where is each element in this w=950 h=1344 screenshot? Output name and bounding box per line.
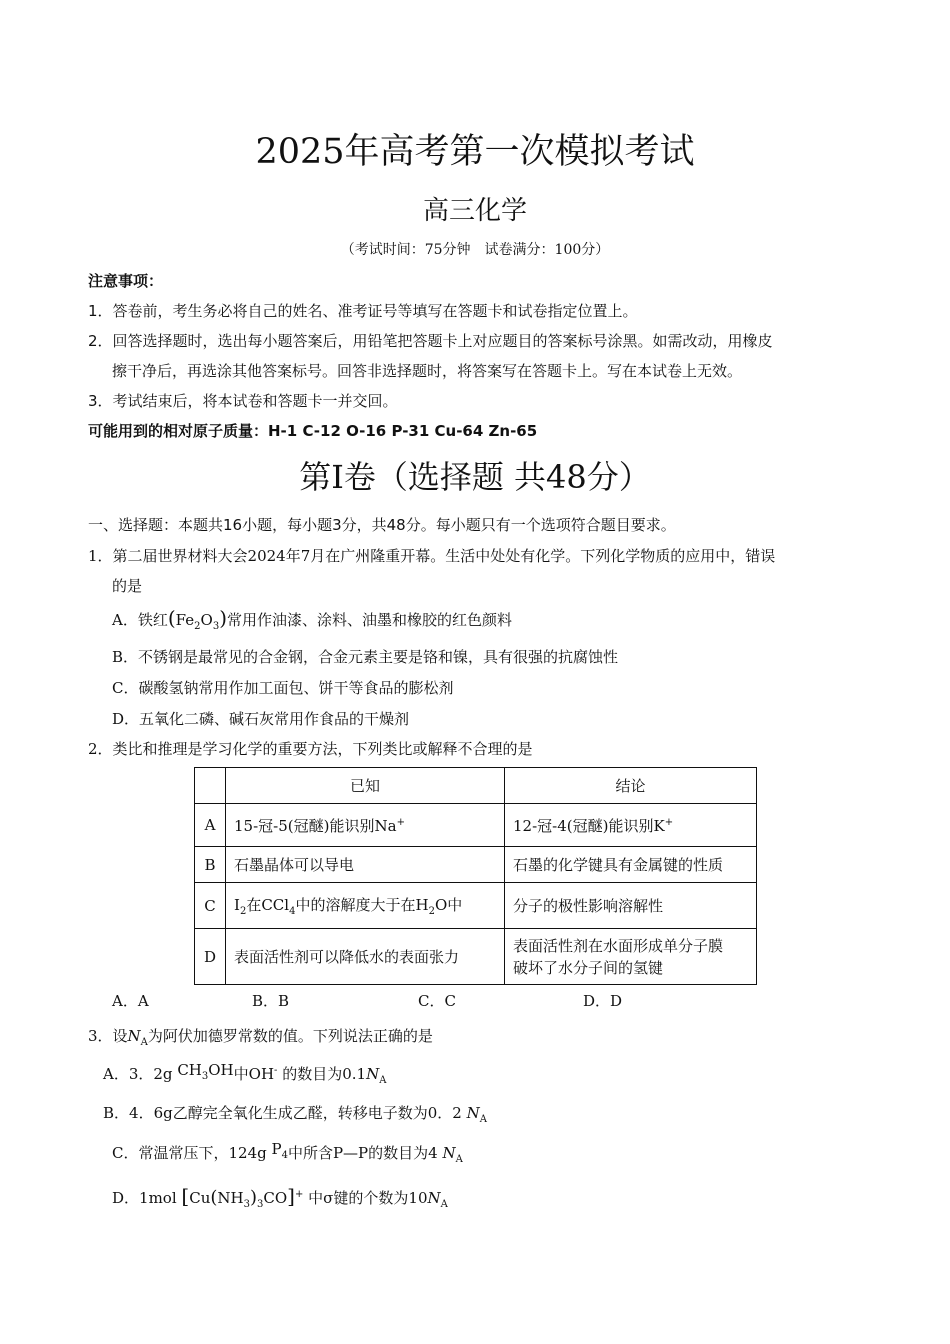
q3-option-b <box>103 1102 487 1125</box>
formula-ccl-sub: 4 <box>289 906 296 917</box>
q1-a-o: O <box>200 611 213 629</box>
formula-ccl: CCl <box>261 896 290 914</box>
avogadro-sub: A <box>455 1154 463 1165</box>
avogadro-sub: A <box>479 1114 487 1125</box>
formula-i-sub: 2 <box>239 906 247 917</box>
q1-a-fe-sub: 2 <box>194 621 201 632</box>
q2-option-a: A．A <box>112 992 149 1010</box>
table-row <box>195 929 757 985</box>
row-known: 石墨晶体可以导电 <box>226 847 505 883</box>
q1-stem-line2: 的是 <box>112 577 143 595</box>
text-mid2: 中的溶解度大于在 <box>295 896 416 914</box>
q3-stem-prefix: 3．设 <box>88 1027 128 1045</box>
q3-d-bracket-open: [ <box>181 1184 190 1208</box>
q2-table <box>194 767 757 985</box>
section-instruction: 一、选择题：本题共16小题，每小题3分，共48分。每小题只有一个选项符合题目要求。 <box>88 516 676 534</box>
formula-o: O <box>434 896 448 914</box>
row-conclusion-text: 12-冠-4(冠醚)能识别 <box>513 816 654 835</box>
q1-a-paren-open: ( <box>167 606 176 630</box>
q1-a-suffix: 常用作油漆、涂料、油墨和橡胶的红色颜料 <box>227 611 513 629</box>
row-known-ion-charge: + <box>396 816 405 828</box>
row-conclusion <box>505 929 757 985</box>
row-key: A <box>195 804 226 847</box>
q3-option-d <box>112 1184 448 1210</box>
table-header-key <box>195 768 226 804</box>
row-conclusion <box>505 804 757 847</box>
row-key: B <box>195 847 226 883</box>
q3-d-cu: Cu <box>189 1189 211 1207</box>
row-conclusion-ion-charge: + <box>664 816 674 828</box>
q3-d-prefix: D．1mol <box>112 1189 177 1207</box>
q3-c-prefix: C．常温常压下，124g <box>112 1144 267 1162</box>
q3-c-suffix: 中所含P—P的数目为4 <box>287 1144 438 1162</box>
note-item-2-cont: 擦干净后，再选涂其他答案标号。回答非选择题时，将答案写在答题卡上。写在本试卷上无效。 <box>112 362 743 380</box>
q3-d-nh: NH <box>217 1189 244 1207</box>
table-header-conclusion: 结论 <box>505 768 757 804</box>
q2-option-d: D．D <box>583 992 623 1010</box>
table-row <box>195 847 757 883</box>
q3-a-suffix: 的数目为0.1 <box>282 1065 367 1083</box>
exam-info: （考试时间：75分钟 试卷满分：100分） <box>340 242 610 258</box>
q3-stem <box>88 1025 433 1048</box>
q1-a-fe: Fe <box>175 611 195 629</box>
q3-option-a <box>103 1063 386 1086</box>
avogadro-symbol: N <box>127 1027 141 1045</box>
q1-option-c: C．碳酸氢钠常用作加工面包、饼干等食品的膨松剂 <box>112 679 454 697</box>
q3-a-ch-sub: 3 <box>201 1071 209 1082</box>
conclusion-line2: 破坏了水分子间的氢键 <box>513 958 664 977</box>
q1-a-o-sub: 3 <box>212 621 220 632</box>
atomic-masses: 可能用到的相对原子质量：H-1 C-12 O-16 P-31 Cu-64 Zn-65 <box>88 422 538 440</box>
q3-stem-suffix: 为阿伏加德罗常数的值。下列说法正确的是 <box>147 1027 433 1045</box>
formula-i: I <box>234 896 240 914</box>
q1-a-paren-close: ) <box>219 606 227 630</box>
avogadro-symbol: N <box>466 1104 480 1122</box>
q3-d-paren-sub: 3 <box>257 1199 264 1210</box>
q3-d-bracket-close: ] <box>287 1184 295 1208</box>
row-known-ion: Na <box>374 816 397 835</box>
avogadro-symbol: N <box>366 1065 380 1083</box>
formula-h-sub: 2 <box>428 906 435 917</box>
row-known-text: 15-冠-5(冠醚)能识别 <box>234 816 375 835</box>
note-item-1: 1．答卷前，考生务必将自己的姓名、准考证号等填写在答题卡和试卷指定位置上。 <box>88 302 638 320</box>
q3-d-co: CO <box>263 1189 288 1207</box>
q3-d-suffix: 中σ键的个数为10 <box>308 1189 428 1207</box>
q1-option-d: D．五氧化二磷、碱石灰常用作食品的干燥剂 <box>112 710 410 728</box>
text-end: 中 <box>447 896 463 914</box>
q3-option-c <box>112 1142 463 1165</box>
table-header-row <box>195 768 757 804</box>
q3-b-text: B．4．6g乙醇完全氧化生成乙醛，转移电子数为0．2 <box>103 1104 462 1122</box>
text-mid1: 在 <box>246 896 262 914</box>
table-row <box>195 883 757 929</box>
q2-option-c: C．C <box>418 992 456 1010</box>
q3-a-mid: 中OH <box>233 1065 275 1083</box>
q3-a-ch: CH <box>177 1061 202 1079</box>
avogadro-sub: A <box>379 1075 387 1086</box>
q3-a-mid-charge: - <box>274 1065 278 1076</box>
q1-option-a <box>112 606 512 632</box>
q2-option-b: B．B <box>252 992 290 1010</box>
notes-heading: 注意事项： <box>88 272 164 290</box>
conclusion-line1: 表面活性剂在水面形成单分子膜 <box>513 936 724 955</box>
table-row <box>195 804 757 847</box>
row-conclusion: 石墨的化学键具有金属键的性质 <box>505 847 757 883</box>
row-key: D <box>195 929 226 985</box>
avogadro-sub: A <box>440 1199 448 1210</box>
section-title: 第Ⅰ卷（选择题 共48分） <box>299 458 651 496</box>
note-item-3: 3．考试结束后，将本试卷和答题卡一并交回。 <box>88 392 398 410</box>
formula-h: H <box>415 896 429 914</box>
table-header-known: 已知 <box>226 768 505 804</box>
q3-c-p-sub: 4 <box>281 1150 288 1161</box>
row-conclusion-ion: K <box>653 816 665 835</box>
q3-d-paren-open: ( <box>210 1187 218 1208</box>
q2-stem: 2．类比和推理是学习化学的重要方法，下列类比或解释不合理的是 <box>88 740 533 758</box>
note-item-2: 2．回答选择题时，选出每小题答案后，用铅笔把答题卡上对应题目的答案标号涂黑。如需改动，用橡皮 <box>88 332 773 350</box>
exam-title: 2025年高考第一次模拟考试 <box>255 132 695 172</box>
q3-c-p: P <box>271 1140 282 1158</box>
q3-a-oh: OH <box>208 1061 234 1079</box>
avogadro-sub: A <box>140 1037 148 1048</box>
q1-option-b: B．不锈钢是最常见的合金钢，合金元素主要是铬和镍，具有很强的抗腐蚀性 <box>112 648 619 666</box>
q3-a-prefix: A．3．2g <box>103 1065 173 1083</box>
row-known <box>226 804 505 847</box>
q1-stem-line1: 1．第二届世界材料大会2024年7月在广州隆重开幕。生活中处处有化学。下列化学物质的应用中，错误 <box>88 547 776 565</box>
q3-d-charge: + <box>294 1189 304 1200</box>
row-conclusion: 分子的极性影响溶解性 <box>505 883 757 929</box>
row-known <box>226 883 505 929</box>
q3-d-paren-close: ) <box>249 1187 258 1208</box>
avogadro-symbol: N <box>427 1189 441 1207</box>
avogadro-symbol: N <box>442 1144 456 1162</box>
row-key: C <box>195 883 226 929</box>
q3-d-nh-sub: 3 <box>243 1199 250 1210</box>
q1-a-prefix: A．铁红 <box>112 611 168 629</box>
exam-subtitle: 高三化学 <box>422 196 527 226</box>
row-known: 表面活性剂可以降低水的表面张力 <box>226 929 505 985</box>
